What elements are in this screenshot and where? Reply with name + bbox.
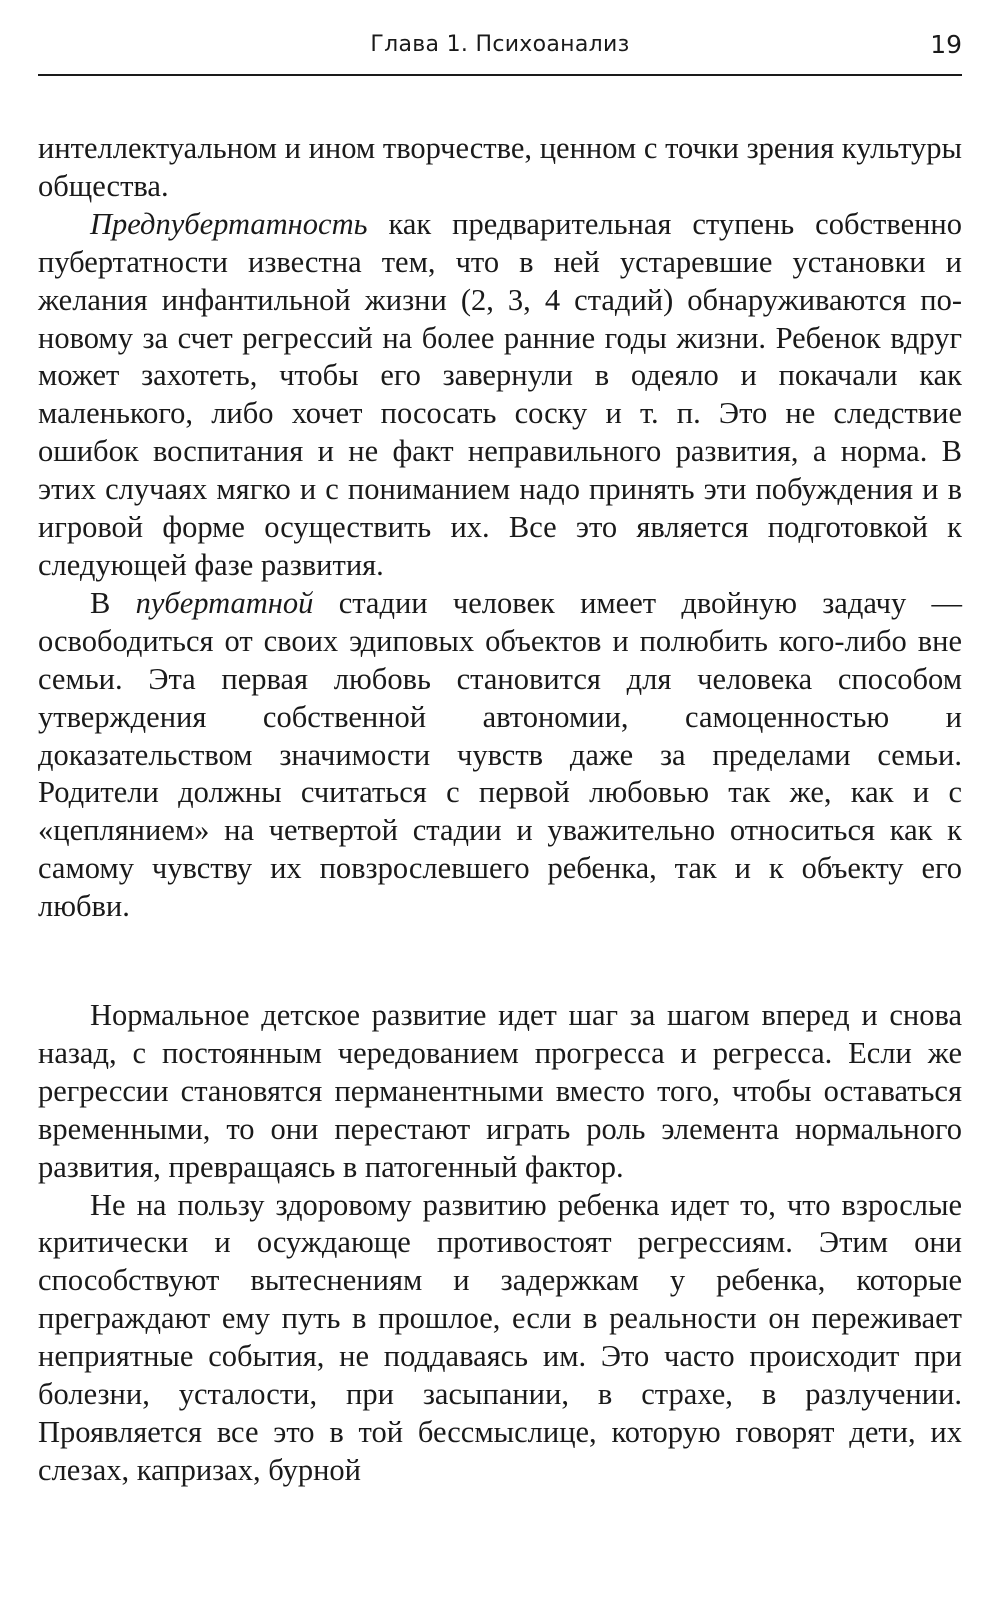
paragraph-regressions xyxy=(38,1187,962,1490)
paragraph-text: Нормальное детское развитие идет шаг за шагом вперед и снова назад, с постоянным чередованием прогресса и регресса. Если же регрессии становятся перманентными вместо того, чтобы оставаться временными, то они перестают играть роль элемента нормального развития, превращаясь в патогенный фактор. xyxy=(38,998,962,1184)
term-pubertal: пубертатной xyxy=(135,585,314,620)
paragraph-prepubertal xyxy=(38,206,962,585)
term-prepubertal: Предпубертатность xyxy=(90,206,368,241)
paragraph-normal-development xyxy=(38,997,962,1187)
running-header xyxy=(38,30,962,76)
chapter-title: Глава 1. Психоанализ xyxy=(370,32,630,57)
section-2-text xyxy=(38,997,962,1490)
paragraph-text: Не на пользу здоровому развитию ребенка идет то, что взрослые критически и осуждающе противостоят регрессиям. Этим они способствуют вытеснениям и задержкам у ребенка, которые преграждают ему путь в прошлое, если в реальности он переживает неприятные события, не поддаваясь им. Это часто происходит при болезни, усталости, при засыпании, в страхе, в разлучении. Проявляется все это в той бессмыслице, которую говорят дети, их слезах, капризах, бурной xyxy=(38,1187,962,1487)
paragraph-text: интеллектуальном и ином творчестве, ценном с точки зрения культуры общества. xyxy=(38,131,962,203)
section-1-text xyxy=(38,130,962,926)
paragraph-continued xyxy=(38,130,962,206)
paragraph-pubertal xyxy=(38,585,962,926)
page-number: 19 xyxy=(930,30,962,59)
paragraph-lead: В xyxy=(90,585,136,620)
paragraph-text: как предварительная ступень собственно пубертатности известна тем, что в ней устаревшие установки и желания инфантильной жизни (2, 3, 4 стадий) обнаруживаются по-новому за счет регрессий на более ранние годы жизни. Ребенок вдруг может захотеть, чтобы его завернули в одеяло и покачали как маленького, либо хочет пососать соску и т. п. Это не следствие ошибок воспитания и не факт неправильного развития, а норма. В этих случаях мягко и с пониманием надо принять эти побуждения и в игровой форме осуществить их. Все это является подготовкой к следующей фазе развития. xyxy=(38,206,962,582)
paragraph-text: стадии человек имеет двойную задачу — освободиться от своих эдиповых объектов и полюбить кого-либо вне семьи. Эта первая любовь становится для человека способом утверждения собственной автономии, самоценностью и доказательством значимости чувств даже за пределами семьи. Родители должны считаться с первой любовью так же, как и с «цеплянием» на четвертой стадии и уважительно относиться как к самому чувству их повзрослевшего ребенка, так и к объекту его любви. xyxy=(38,585,963,924)
